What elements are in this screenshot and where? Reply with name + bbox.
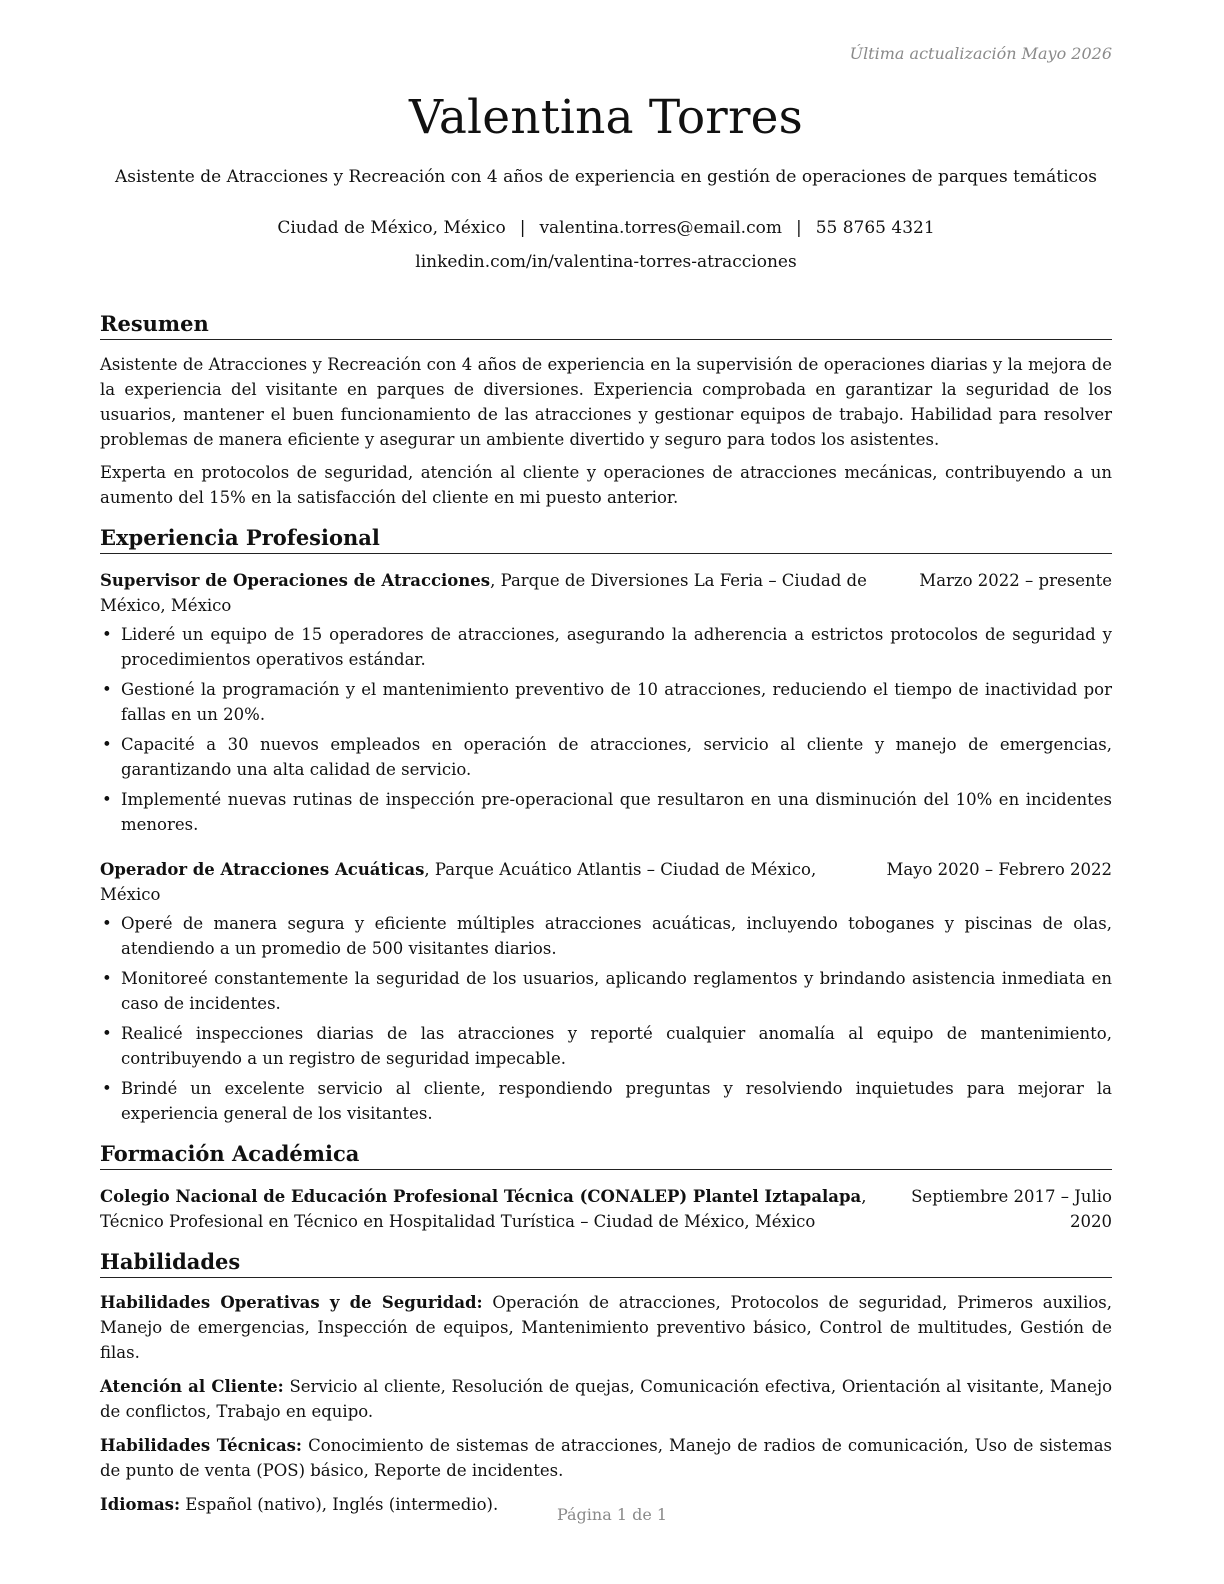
school-name: Colegio Nacional de Educación Profesional Técnica (CONALEP) Plantel Iztapalapa bbox=[100, 1187, 862, 1206]
section-title-summary: Resumen bbox=[100, 310, 1112, 340]
job-role: Supervisor de Operaciones de Atracciones bbox=[100, 571, 491, 590]
bullet-icon: • bbox=[102, 914, 112, 933]
list-item bbox=[100, 1076, 1112, 1126]
bullet-text: Gestioné la programación y el mantenimiento preventivo de 10 atracciones, reduciendo el tiempo de inactividad por fallas en un 20%. bbox=[121, 680, 1112, 724]
skill-group bbox=[100, 1290, 1112, 1365]
job-bullets bbox=[100, 911, 1112, 1126]
degree: Técnico Profesional en Técnico en Hospitalidad Turística – Ciudad de México, México bbox=[100, 1212, 816, 1231]
bullet-text: Capacité a 30 nuevos empleados en operación de atracciones, servicio al cliente y manejo de emergencias, garantizando una alta calidad de servicio. bbox=[121, 735, 1112, 779]
job-entry bbox=[100, 568, 1112, 837]
education-entry: Colegio Nacional de Educación Profesional Técnica (CONALEP) Plantel Iztapalapa, Técnico Profesional en Técnico en Hospitalidad Turística – Ciudad de México, México Septiembre 2017 – Julio 2020 bbox=[100, 1184, 1112, 1234]
bullet-icon: • bbox=[102, 625, 112, 644]
job-org: , Parque de Diversiones La Feria – Ciudad de México, México bbox=[100, 571, 867, 615]
list-item bbox=[100, 622, 1112, 672]
bullet-text: Operé de manera segura y eficiente múltiples atracciones acuáticas, incluyendo toboganes y piscinas de olas, atendiendo a un promedio de 500 visitantes diarios. bbox=[121, 914, 1112, 958]
bullet-icon: • bbox=[102, 969, 112, 988]
skill-label: Habilidades Operativas y de Seguridad: bbox=[100, 1293, 483, 1312]
bullet-icon: • bbox=[102, 735, 112, 754]
bullet-icon: • bbox=[102, 1024, 112, 1043]
tagline: Asistente de Atracciones y Recreación con 4 años de experiencia en gestión de operaciones de parques temáticos bbox=[114, 167, 1098, 187]
skill-text: Servicio al cliente, Resolución de quejas, Comunicación efectiva, Orientación al visitante, Manejo de conflictos, Trabajo en equipo. bbox=[100, 1377, 1112, 1421]
list-item bbox=[100, 732, 1112, 782]
section-title-skills: Habilidades bbox=[100, 1248, 1112, 1278]
job-role: Operador de Atracciones Acuáticas bbox=[100, 860, 425, 879]
job-org: , Parque Acuático Atlantis – Ciudad de México, México bbox=[100, 860, 817, 904]
contact-line bbox=[100, 216, 1112, 240]
list-item bbox=[100, 1021, 1112, 1071]
bullet-text: Realicé inspecciones diarias de las atracciones y reporté cualquier anomalía al equipo de mantenimiento, contribuyendo a un registro de seguridad impecable. bbox=[121, 1024, 1112, 1068]
education-section bbox=[100, 1140, 1112, 1234]
list-item bbox=[100, 966, 1112, 1016]
linkedin-link[interactable]: linkedin.com/in/valentina-torres-atracciones bbox=[415, 252, 797, 272]
skill-label: Idiomas: bbox=[100, 1495, 181, 1514]
skill-group bbox=[100, 1374, 1112, 1424]
skill-text: Conocimiento de sistemas de atracciones, Manejo de radios de comunicación, Uso de sistemas de punto de venta (POS) básico, Reporte de incidentes. bbox=[100, 1436, 1112, 1480]
job-header bbox=[100, 857, 1112, 907]
bullet-text: Lideré un equipo de 15 operadores de atracciones, asegurando la adherencia a estrictos protocolos de seguridad y procedimientos operativos estándar. bbox=[121, 625, 1112, 669]
section-title-experience: Experiencia Profesional bbox=[100, 524, 1112, 554]
summary-paragraph: Experta en protocolos de seguridad, atención al cliente y operaciones de atracciones mecánicas, contribuyendo a un aumento del 15% en la satisfacción del cliente en mi puesto anterior. bbox=[100, 463, 1112, 507]
bullet-text: Monitoreé constantemente la seguridad de los usuarios, aplicando reglamentos y brindando asistencia inmediata en caso de incidentes. bbox=[121, 969, 1112, 1013]
bullet-text: Implementé nuevas rutinas de inspección pre-operacional que resultaron en una disminución del 10% en incidentes menores. bbox=[121, 790, 1112, 834]
job-bullets bbox=[100, 622, 1112, 837]
skill-text: Operación de atracciones, Protocolos de seguridad, Primeros auxilios, Manejo de emergencias, Inspección de equipos, Mantenimiento preventivo básico, Control de multitudes, Gestión de filas. bbox=[100, 1293, 1112, 1362]
bullet-icon: • bbox=[102, 680, 112, 699]
list-item bbox=[100, 677, 1112, 727]
bullet-icon: • bbox=[102, 1079, 112, 1098]
job-header bbox=[100, 568, 1112, 618]
list-item bbox=[100, 911, 1112, 961]
email-link[interactable]: valentina.torres@email.com bbox=[539, 218, 782, 238]
summary-paragraph: Asistente de Atracciones y Recreación con 4 años de experiencia en la supervisión de operaciones diarias y la mejora de la experiencia del visitante en parques de diversiones. Experiencia comprobada en garantizar la seguridad de los usuarios, mantener el buen funcionamiento de las atracciones y gestionar equipos de trabajo. Habilidad para resolver problemas de manera eficiente y asegurar un ambiente divertido y seguro para todos los asistentes. bbox=[100, 355, 1112, 449]
skill-label: Atención al Cliente: bbox=[100, 1377, 284, 1396]
skill-text: Español (nativo), Inglés (intermedio). bbox=[180, 1495, 499, 1514]
separator: | bbox=[519, 218, 526, 238]
education-dates: Septiembre 2017 – Julio 2020 bbox=[911, 1187, 1112, 1231]
job-dates: Mayo 2020 – Febrero 2022 bbox=[886, 860, 1112, 879]
bullet-icon: • bbox=[102, 790, 112, 809]
section-title-education: Formación Académica bbox=[100, 1140, 1112, 1170]
candidate-name: Valentina Torres bbox=[409, 90, 803, 145]
page-number: Página 1 de 1 bbox=[556, 1505, 668, 1524]
skill-group bbox=[100, 1433, 1112, 1483]
bullet-text: Brindé un excelente servicio al cliente, respondiendo preguntas y resolviendo inquietudes para mejorar la experiencia general de los visitantes. bbox=[121, 1079, 1112, 1123]
skill-label: Habilidades Técnicas: bbox=[100, 1436, 303, 1455]
job-entry bbox=[100, 857, 1112, 1126]
experience-section bbox=[100, 524, 1112, 1126]
skills-section bbox=[100, 1248, 1112, 1517]
phone: 55 8765 4321 bbox=[815, 218, 935, 238]
summary-section bbox=[100, 310, 1112, 510]
location: Ciudad de México, México bbox=[277, 218, 506, 238]
list-item bbox=[100, 787, 1112, 837]
last-updated: Última actualización Mayo 2026 bbox=[849, 44, 1112, 63]
separator: | bbox=[795, 218, 802, 238]
job-dates: Marzo 2022 – presente bbox=[919, 571, 1112, 590]
